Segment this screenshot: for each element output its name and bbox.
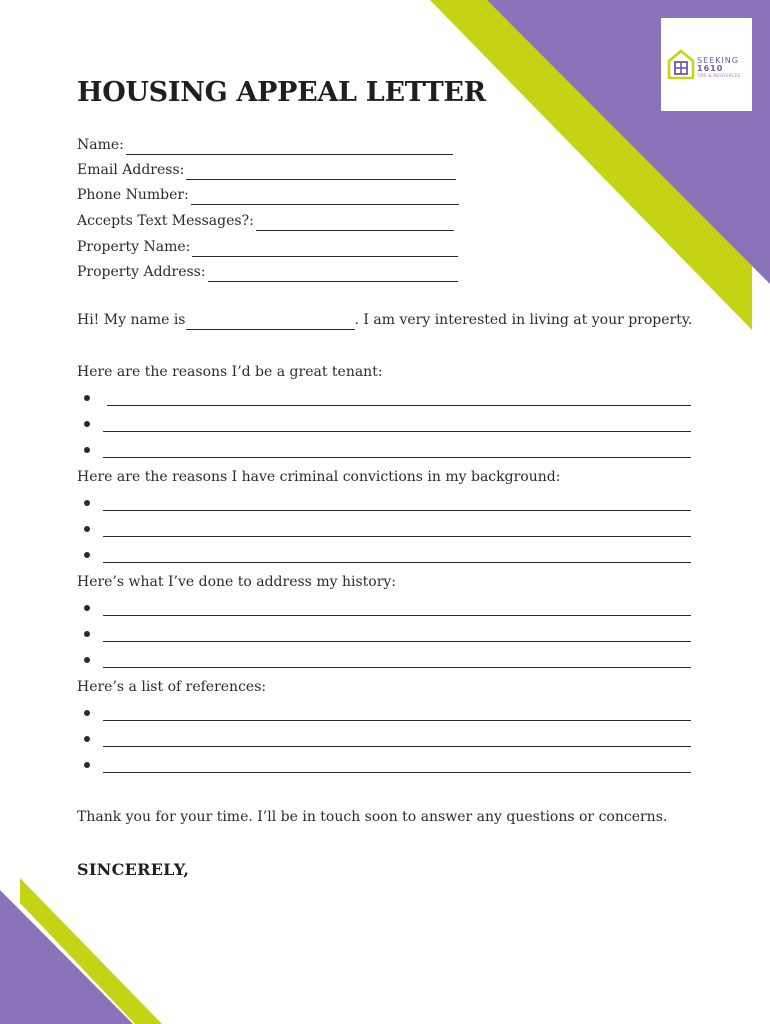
phone-label: Phone Number: <box>77 187 189 203</box>
answer-line[interactable] <box>103 772 691 773</box>
accepts-text-blank[interactable] <box>256 216 454 231</box>
answer-line[interactable] <box>107 405 691 406</box>
property-name-label: Property Name: <box>77 239 191 255</box>
answer-line[interactable] <box>103 457 691 458</box>
intro-sentence <box>77 310 692 330</box>
answer-line[interactable] <box>103 615 691 616</box>
answer-line[interactable] <box>103 431 691 432</box>
email-label: Email Address: <box>77 162 185 178</box>
bullet-dot <box>84 762 90 768</box>
conviction-reason-item[interactable] <box>84 523 691 537</box>
intro-after: . I am very interested in living at your property. <box>354 312 693 328</box>
reference-item[interactable] <box>84 733 691 747</box>
property-address-label: Property Address: <box>77 264 206 280</box>
bullet-dot <box>84 447 90 453</box>
page-title: HOUSING APPEAL LETTER <box>77 77 486 108</box>
closing-sentence: Thank you for your time. I’ll be in touch soon to answer any questions or concerns. <box>77 809 668 825</box>
history-item[interactable] <box>84 654 691 668</box>
bullet-dot <box>84 526 90 532</box>
tenant-reason-item[interactable] <box>84 392 691 406</box>
intro-before: Hi! My name is <box>77 312 186 328</box>
logo-wordmark <box>697 57 740 78</box>
section-references-heading: Here’s a list of references: <box>77 679 267 695</box>
logo-line-2: 1610 <box>697 64 724 73</box>
name-label: Name: <box>77 137 124 153</box>
answer-line[interactable] <box>103 562 691 563</box>
brand-logo <box>661 18 752 111</box>
email-blank[interactable] <box>186 165 456 180</box>
accepts-text-field[interactable] <box>77 211 454 231</box>
phone-field[interactable] <box>77 185 459 205</box>
section-history-heading: Here’s what I’ve done to address my history: <box>77 574 397 590</box>
logo-line-3: TIPS & RESOURCES <box>697 73 741 78</box>
answer-line[interactable] <box>103 720 691 721</box>
tenant-reason-item[interactable] <box>84 444 691 458</box>
sign-off: SINCERELY, <box>77 860 190 879</box>
name-blank[interactable] <box>126 140 453 155</box>
answer-line[interactable] <box>103 667 691 668</box>
section-tenant-heading: Here are the reasons I’d be a great tenant: <box>77 364 383 380</box>
answer-line[interactable] <box>103 641 691 642</box>
house-icon <box>667 48 695 80</box>
conviction-reason-item[interactable] <box>84 549 691 563</box>
property-name-blank[interactable] <box>192 242 458 257</box>
email-field[interactable] <box>77 160 456 180</box>
answer-line[interactable] <box>103 536 691 537</box>
bullet-dot <box>84 631 90 637</box>
property-name-field[interactable] <box>77 237 458 257</box>
bottom-left-purple-triangle <box>0 890 133 1024</box>
bullet-dot <box>84 736 90 742</box>
name-field[interactable] <box>77 135 453 155</box>
property-address-field[interactable] <box>77 262 458 282</box>
conviction-reason-item[interactable] <box>84 497 691 511</box>
history-item[interactable] <box>84 628 691 642</box>
accepts-text-label: Accepts Text Messages?: <box>77 213 254 229</box>
reference-item[interactable] <box>84 759 691 773</box>
bullet-dot <box>84 395 90 401</box>
bullet-dot <box>84 605 90 611</box>
intro-name-blank[interactable] <box>186 315 355 330</box>
reference-item[interactable] <box>84 707 691 721</box>
logo-line-1: SEEKING <box>697 56 739 65</box>
tenant-reason-item[interactable] <box>84 418 691 432</box>
history-item[interactable] <box>84 602 691 616</box>
bullet-dot <box>84 552 90 558</box>
bullet-dot <box>84 500 90 506</box>
answer-line[interactable] <box>103 746 691 747</box>
section-convictions-heading: Here are the reasons I have criminal convictions in my background: <box>77 469 561 485</box>
phone-blank[interactable] <box>191 190 459 205</box>
bullet-dot <box>84 421 90 427</box>
bullet-dot <box>84 657 90 663</box>
bullet-dot <box>84 710 90 716</box>
property-address-blank[interactable] <box>208 267 458 282</box>
answer-line[interactable] <box>103 510 691 511</box>
